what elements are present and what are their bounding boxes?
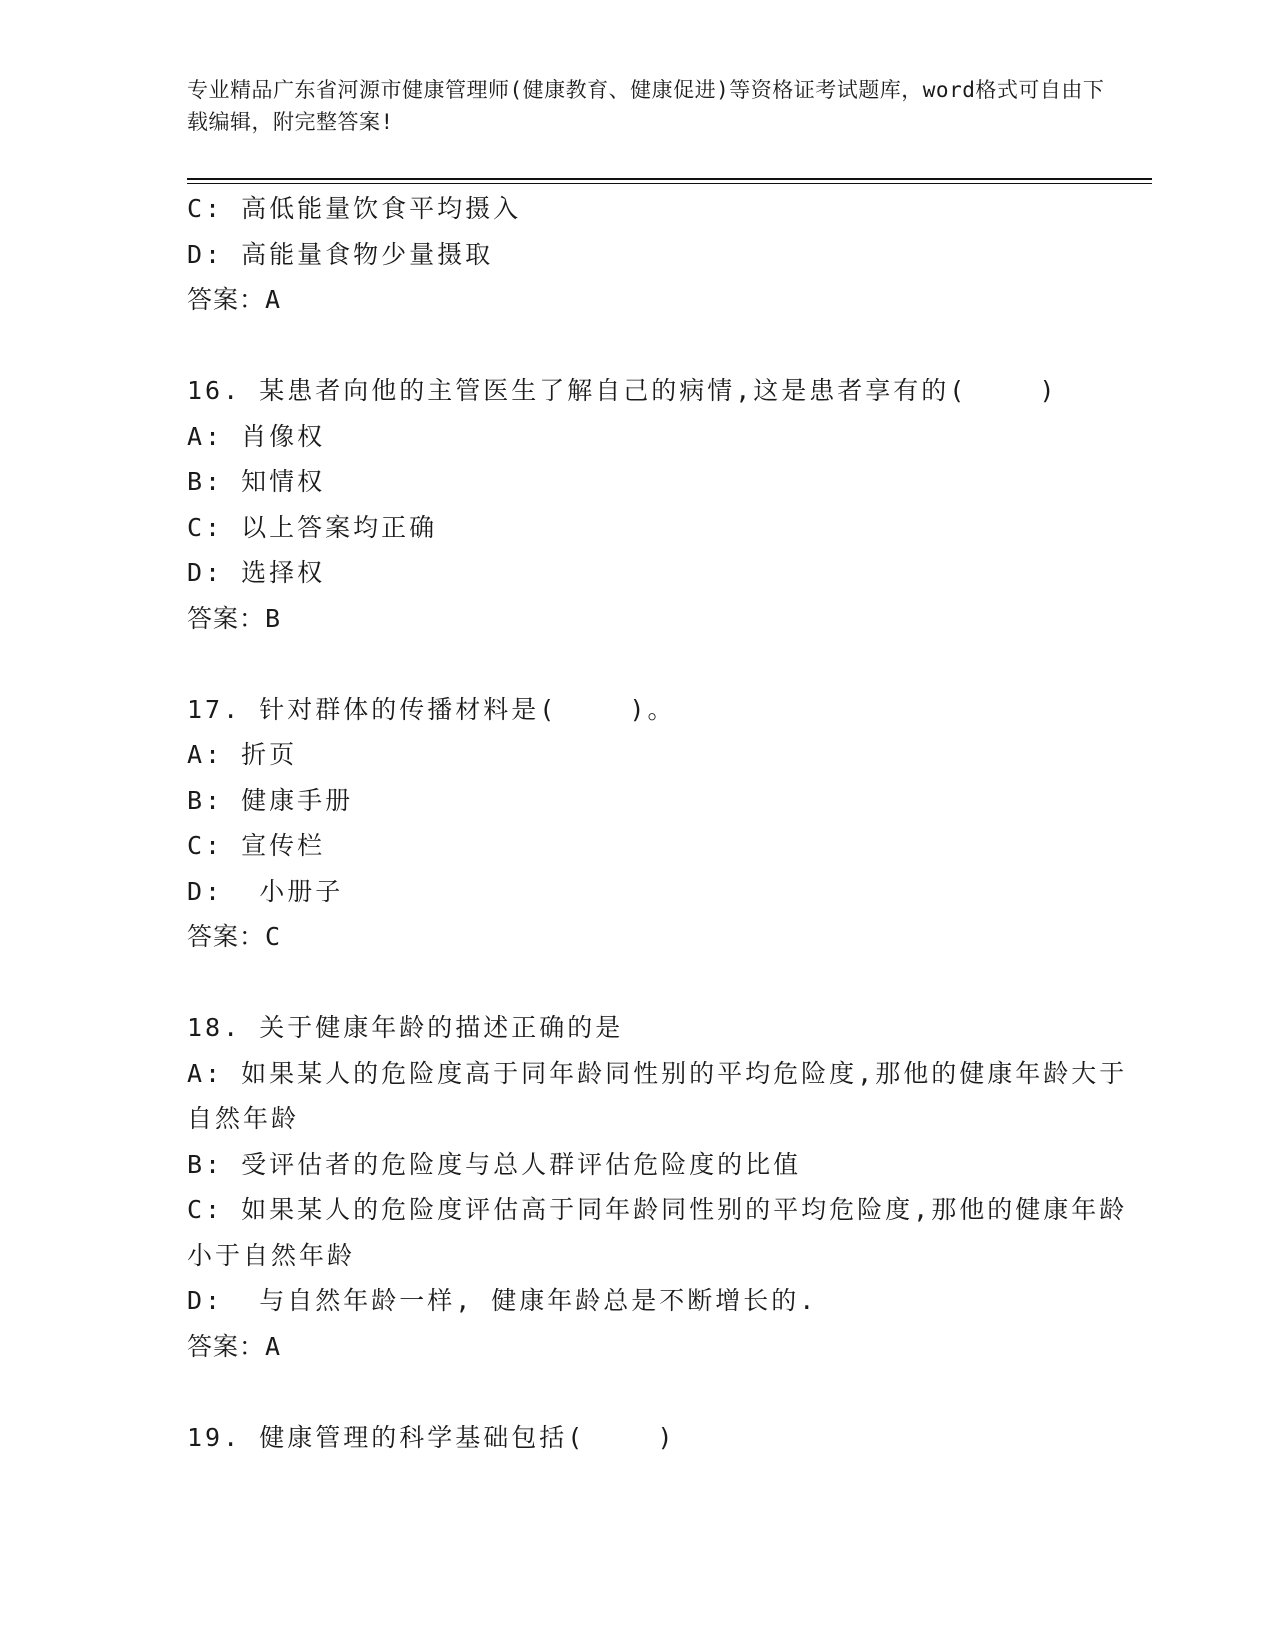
q16-option-c: C: 以上答案均正确	[187, 512, 438, 542]
spacer	[187, 960, 1147, 1006]
q16-option-b: B: 知情权	[187, 467, 326, 496]
spacer	[187, 1369, 1147, 1415]
q17-option-a: A: 折页	[187, 740, 298, 769]
question-18: 18. 关于健康年龄的描述正确的是	[187, 1013, 624, 1042]
header-rule-thick	[187, 178, 1152, 180]
question-16: 16. 某患者向他的主管医生了解自己的病情,这是患者享有的( )	[187, 376, 1058, 405]
page-header: 专业精品广东省河源市健康管理师(健康教育、健康促进)等资格证考试题库，word格式可自由下载编辑，附完整答案!	[187, 78, 1105, 134]
question-19: 19. 健康管理的科学基础包括( )	[187, 1422, 676, 1452]
spacer	[187, 641, 1147, 687]
q16-answer: 答案：B	[187, 603, 282, 633]
q17-option-b: B: 健康手册	[187, 785, 354, 815]
q18-answer: 答案：A	[187, 1331, 282, 1361]
answer: 答案：A	[187, 285, 282, 314]
q18-option-b: B: 受评估者的危险度与总人群评估危险度的比值	[187, 1149, 802, 1179]
header-rule-thin	[187, 183, 1152, 184]
q17-option-d: D: 小册子	[187, 876, 344, 906]
option-c: C: 高低能量饮食平均摄入	[187, 194, 522, 223]
q18-option-c: C: 如果某人的危险度评估高于同年龄同性别的平均危险度,那他的健康年龄小于自然年龄	[187, 1195, 1128, 1270]
option-d: D: 高能量食物少量摄取	[187, 239, 494, 269]
q17-answer: 答案：C	[187, 922, 282, 951]
q16-option-d: D: 选择权	[187, 558, 326, 587]
question-content	[187, 186, 1147, 1460]
q18-option-d: D: 与自然年龄一样, 健康年龄总是不断增长的.	[187, 1286, 818, 1315]
spacer	[187, 323, 1147, 369]
q16-option-a: A: 肖像权	[187, 421, 326, 451]
question-17: 17. 针对群体的传播材料是( )。	[187, 694, 676, 724]
q17-option-c: C: 宣传栏	[187, 831, 326, 860]
q18-option-a: A: 如果某人的危险度高于同年龄同性别的平均危险度,那他的健康年龄大于自然年龄	[187, 1058, 1128, 1133]
